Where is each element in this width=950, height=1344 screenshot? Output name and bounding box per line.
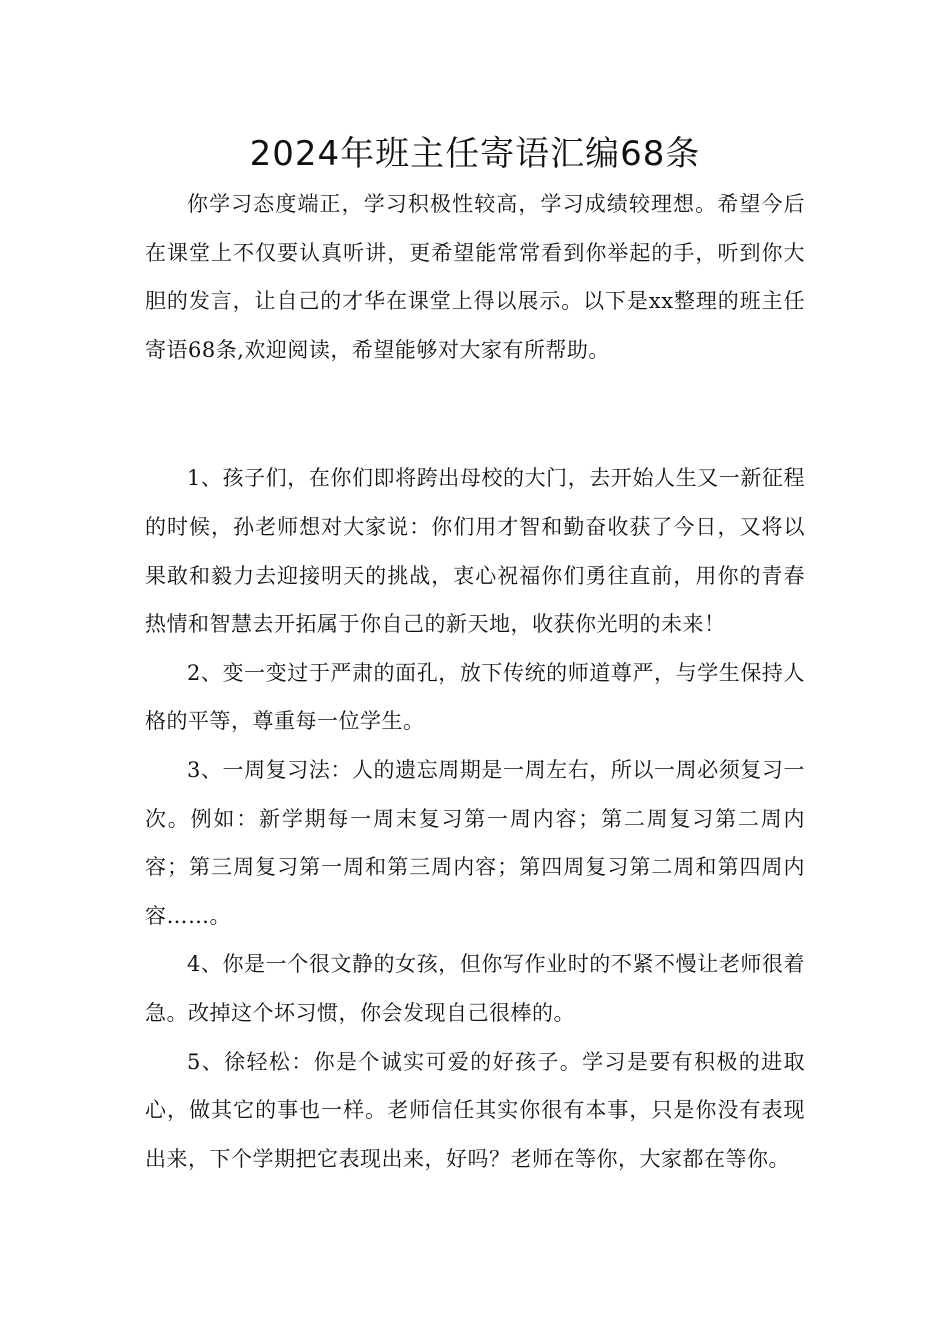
list-item: 2、变一变过于严肃的面孔，放下传统的师道尊严，与学生保持人格的平等，尊重每一位学生。: [145, 660, 805, 734]
document-body: [145, 180, 805, 1183]
paragraph-spacer: [145, 374, 805, 454]
list-item: 1、孩子们，在你们即将跨出母校的大门，去开始人生又一新征程的时候，孙老师想对大家说：你们用才智和勤奋收获了今日，又将以果敢和毅力去迎接明天的挑战，衷心祝福你们勇往直前，用你的青春热情和智慧去开拓属于你自己的新天地，收获你光明的未来！: [145, 466, 805, 637]
intro-paragraph: 你学习态度端正，学习积极性较高，学习成绩较理想。希望今后在课堂上不仅要认真听讲，更希望能常常看到你举起的手，听到你大胆的发言，让自己的才华在课堂上得以展示。以下是xx整理的班主任寄语68条,欢迎阅读，希望能够对大家有所帮助。: [145, 192, 805, 362]
list-item: 5、徐轻松：你是个诚实可爱的好孩子。学习是要有积极的进取心，做其它的事也一样。老师信任其实你很有本事，只是你没有表现出来，下个学期把它表现出来，好吗？老师在等你，大家都在等你。: [145, 1049, 805, 1171]
list-item: 4、你是一个很文静的女孩，但你写作业时的不紧不慢让老师很着急。改掉这个坏习惯，你会发现自己很棒的。: [145, 952, 805, 1025]
list-item: 3、一周复习法：人的遗忘周期是一周左右，所以一周必须复习一次。例如：新学期每一周末复习第一周内容；第二周复习第二周内容；第三周复习第一周和第三周内容；第四周复习第二周和第四周内容……。: [145, 757, 805, 928]
page-title: 2024年班主任寄语汇编68条: [249, 134, 701, 174]
